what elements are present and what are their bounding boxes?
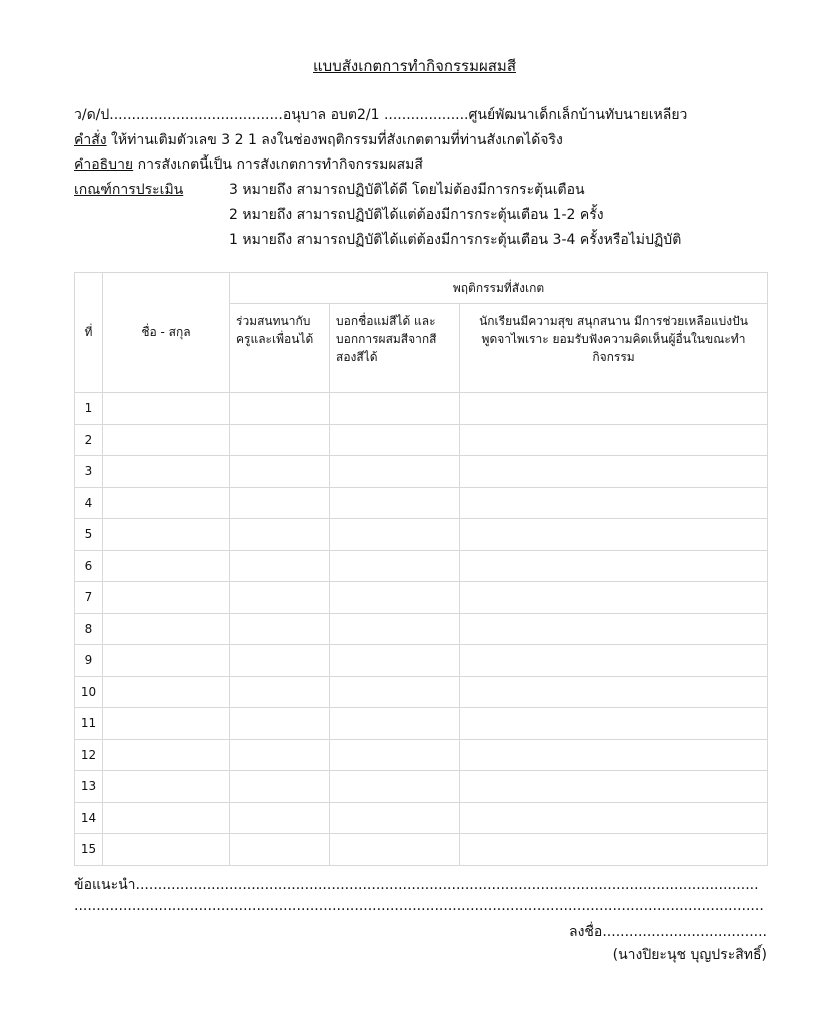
table-row (75, 771, 768, 803)
criteria-2: 2 หมายถึง สามารถปฏิบัติได้แต่ต้องมีการกระตุ้นเตือน 1-2 ครั้ง (229, 207, 604, 223)
score-cell[interactable] (230, 645, 330, 677)
col-header-name: ชื่อ - สกุล (103, 273, 230, 393)
score-cell[interactable] (230, 802, 330, 834)
row-number: 3 (75, 456, 103, 488)
row-number: 8 (75, 613, 103, 645)
score-cell[interactable] (330, 771, 460, 803)
behavior-header-1-text: ร่วมสนทนากับครูและเพื่อนได้ (236, 314, 314, 346)
table-row (75, 582, 768, 614)
explanation-label: คำอธิบาย (74, 157, 134, 173)
name-cell[interactable] (103, 393, 230, 425)
name-cell[interactable] (103, 645, 230, 677)
score-cell[interactable] (230, 708, 330, 740)
table-row (75, 645, 768, 677)
criteria-label: เกณฑ์การประเมิน (74, 182, 184, 198)
row-number: 13 (75, 771, 103, 803)
name-cell[interactable] (103, 613, 230, 645)
signer-name: (นางปิยะนุช บุญประสิทธิ์) (612, 947, 767, 963)
row-number: 6 (75, 550, 103, 582)
score-cell[interactable] (330, 739, 460, 771)
score-cell[interactable] (230, 739, 330, 771)
score-cell[interactable] (460, 424, 768, 456)
score-cell[interactable] (460, 582, 768, 614)
explanation-line (74, 154, 423, 176)
row-number: 11 (75, 708, 103, 740)
instruction-text: ให้ท่านเติมตัวเลข 3 2 1 ลงในช่องพฤติกรรมที่สังเกตตามที่ท่านสังเกตได้จริง (106, 132, 563, 148)
score-cell[interactable] (330, 550, 460, 582)
behavior-header-2 (330, 304, 460, 393)
page-title: แบบสังเกตการทำกิจกรรมผสมสี (313, 57, 516, 75)
table-row (75, 708, 768, 740)
score-cell[interactable] (330, 802, 460, 834)
score-cell[interactable] (230, 771, 330, 803)
name-cell[interactable] (103, 550, 230, 582)
behavior-header-3 (460, 304, 768, 393)
name-cell[interactable] (103, 708, 230, 740)
table-row (75, 393, 768, 425)
score-cell[interactable] (330, 487, 460, 519)
table-row (75, 676, 768, 708)
score-cell[interactable] (230, 519, 330, 551)
score-cell[interactable] (460, 456, 768, 488)
score-cell[interactable] (330, 424, 460, 456)
table-row (75, 550, 768, 582)
row-number: 9 (75, 645, 103, 677)
observation-table (74, 272, 768, 866)
explanation-text: การสังเกตนี้เป็น การสังเกตการทำกิจกรรมผสมสี (133, 157, 423, 173)
table-row (75, 739, 768, 771)
table-row (75, 613, 768, 645)
score-cell[interactable] (330, 676, 460, 708)
row-number: 2 (75, 424, 103, 456)
col-header-behaviors: พฤติกรรมที่สังเกต (230, 273, 768, 304)
score-cell[interactable] (330, 582, 460, 614)
score-cell[interactable] (230, 582, 330, 614)
score-cell[interactable] (230, 424, 330, 456)
score-cell[interactable] (460, 393, 768, 425)
col-header-no: ที่ (75, 273, 103, 393)
score-cell[interactable] (460, 708, 768, 740)
behavior-header-2-text: บอกชื่อแม่สีได้ และบอกการผสมสีจากสีสองสีได้ (336, 314, 437, 364)
behavior-header-1 (230, 304, 330, 393)
score-cell[interactable] (460, 676, 768, 708)
date-line: ว/ด/ป.......................................อนุบาล อบต2/1 ...................ศูนย์พัฒนาเด็กเล็กบ้านทับนายเหลียว (74, 107, 688, 123)
criteria-1: 1 หมายถึง สามารถปฏิบัติได้แต่ต้องมีการกระตุ้นเตือน 3-4 ครั้งหรือไม่ปฏิบัติ (229, 232, 682, 248)
score-cell[interactable] (460, 550, 768, 582)
score-cell[interactable] (460, 645, 768, 677)
score-cell[interactable] (230, 613, 330, 645)
row-number: 14 (75, 802, 103, 834)
row-number: 1 (75, 393, 103, 425)
name-cell[interactable] (103, 582, 230, 614)
score-cell[interactable] (330, 613, 460, 645)
score-cell[interactable] (460, 834, 768, 866)
score-cell[interactable] (330, 708, 460, 740)
table-row (75, 519, 768, 551)
score-cell[interactable] (330, 456, 460, 488)
score-cell[interactable] (330, 519, 460, 551)
table-row (75, 834, 768, 866)
table-row (75, 487, 768, 519)
row-number: 4 (75, 487, 103, 519)
instruction-line (74, 129, 563, 151)
score-cell[interactable] (330, 393, 460, 425)
row-number: 7 (75, 582, 103, 614)
signature-line: ลงชื่อ..................................... (569, 924, 767, 940)
score-cell[interactable] (230, 834, 330, 866)
suggestion-dots: ........................................................................................................................................................... (74, 898, 764, 914)
score-cell[interactable] (460, 771, 768, 803)
score-cell[interactable] (460, 519, 768, 551)
row-number: 10 (75, 676, 103, 708)
name-cell[interactable] (103, 739, 230, 771)
score-cell[interactable] (460, 802, 768, 834)
score-cell[interactable] (230, 393, 330, 425)
score-cell[interactable] (330, 834, 460, 866)
table-row (75, 424, 768, 456)
criteria-3: 3 หมายถึง สามารถปฏิบัติได้ดี โดยไม่ต้องมีการกระตุ้นเตือน (229, 182, 585, 198)
name-cell[interactable] (103, 519, 230, 551)
row-number: 15 (75, 834, 103, 866)
name-cell[interactable] (103, 802, 230, 834)
name-cell[interactable] (103, 676, 230, 708)
score-cell[interactable] (230, 487, 330, 519)
name-cell[interactable] (103, 424, 230, 456)
score-cell[interactable] (460, 739, 768, 771)
score-cell[interactable] (230, 456, 330, 488)
table-row (75, 456, 768, 488)
score-cell[interactable] (460, 487, 768, 519)
score-cell[interactable] (460, 613, 768, 645)
row-number: 12 (75, 739, 103, 771)
score-cell[interactable] (230, 676, 330, 708)
score-cell[interactable] (330, 645, 460, 677)
behavior-header-3-text: นักเรียนมีความสุข สนุกสนาน มีการช่วยเหลือแบ่งปัน พูดจาไพเราะ ยอมรับฟังความคิดเห็นผู้อื่นในขณะทำกิจกรรม (479, 314, 748, 364)
name-cell[interactable] (103, 456, 230, 488)
table-row (75, 802, 768, 834)
criteria-label-line (74, 179, 183, 201)
instruction-label: คำสั่ง (74, 132, 107, 148)
name-cell[interactable] (103, 771, 230, 803)
row-number: 5 (75, 519, 103, 551)
name-cell[interactable] (103, 834, 230, 866)
score-cell[interactable] (230, 550, 330, 582)
name-cell[interactable] (103, 487, 230, 519)
suggestion-line: ข้อแนะนำ............................................................................................................................................ (74, 877, 759, 893)
